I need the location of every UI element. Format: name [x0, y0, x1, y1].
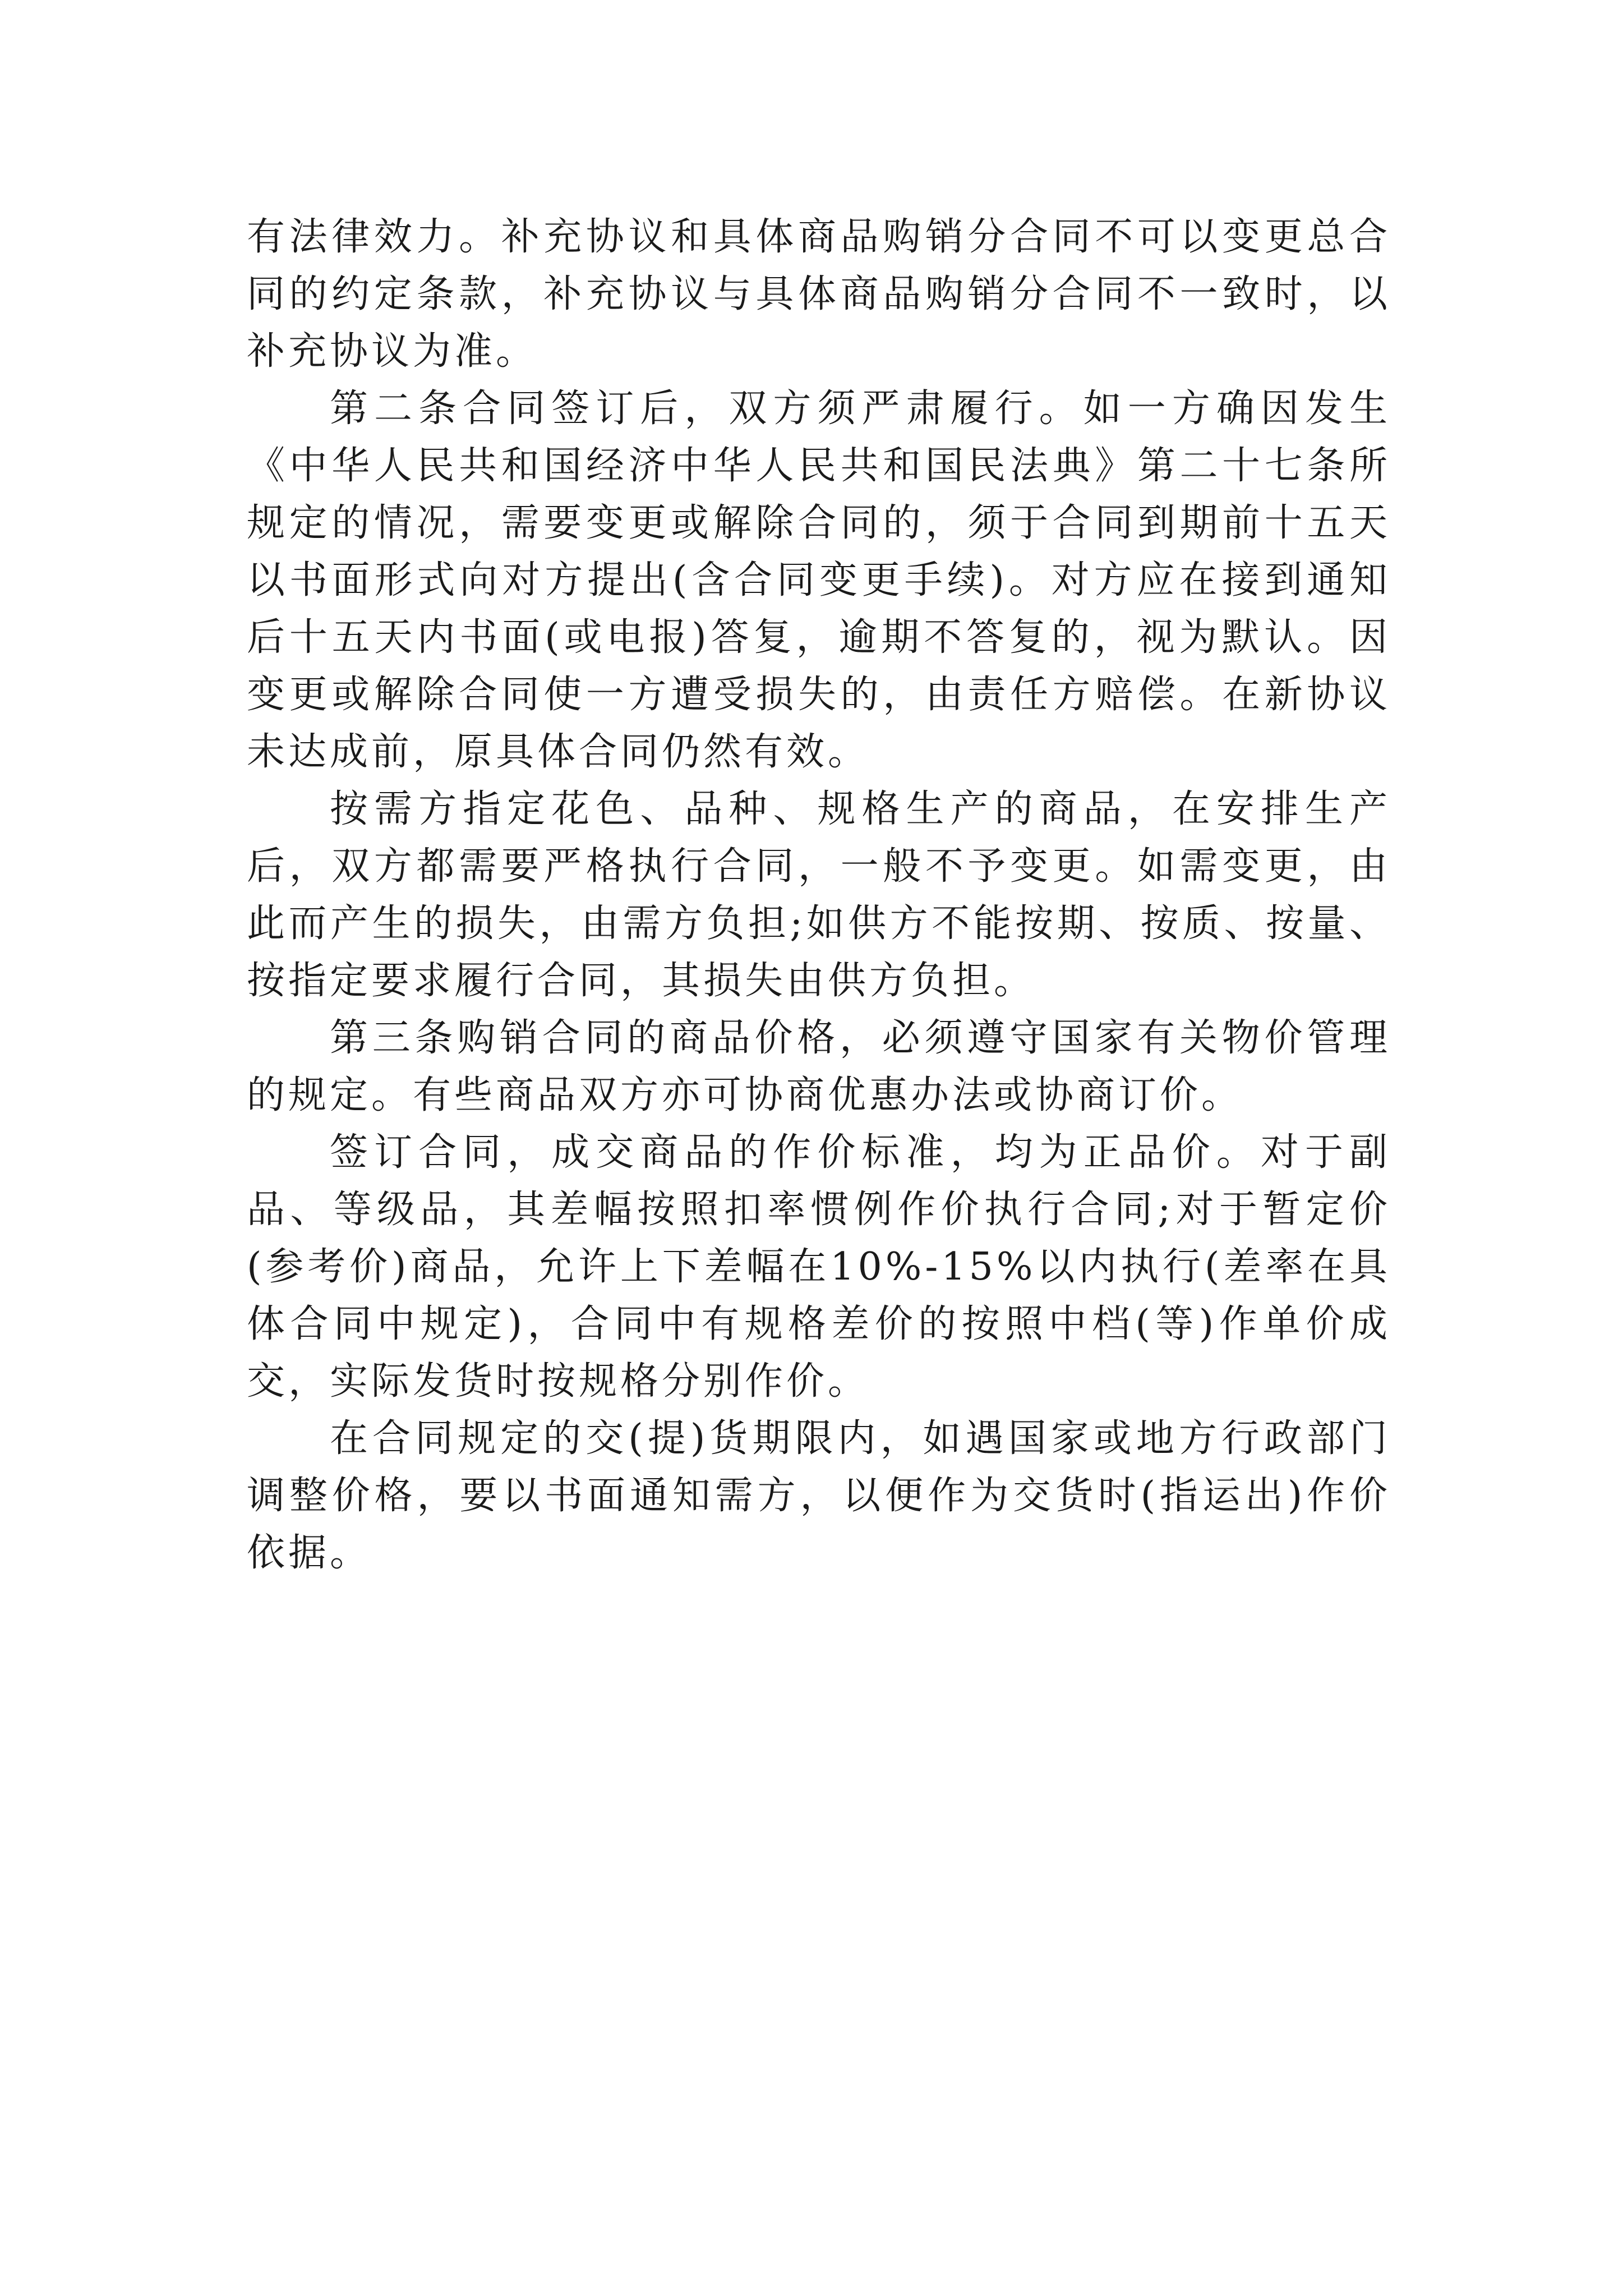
- paragraph-article-2: 第二条合同签订后，双方须严肃履行。如一方确因发生《中华人民共和国经济中华人民共和国民法典》第二十七条所规定的情况，需要变更或解除合同的，须于合同到期前十五天以书面形式向对方提出(含合同变更手续)。对方应在接到通知后十五天内书面(或电报)答复，逾期不答复的，视为默认。因变更或解除合同使一方遭受损失的，由责任方赔偿。在新协议未达成前，原具体合同仍然有效。: [247, 386, 1391, 774]
- paragraph-pricing-standard: 签订合同，成交商品的作价标准，均为正品价。对于副品、等级品，其差幅按照扣率惯例作价执行合同;对于暂定价(参考价)商品，允许上下差幅在10%-15%以内执行(差率在具体合同中规定)，合同中有规格差价的按照中档(等)作单价成交，实际发货时按规格分别作价。: [247, 1130, 1391, 1404]
- paragraph-price-adjustment: 在合同规定的交(提)货期限内，如遇国家或地方行政部门调整价格，要以书面通知需方，以便作为交货时(指运出)作价依据。: [247, 1416, 1391, 1575]
- paragraph-continuation: 有法律效力。补充协议和具体商品购销分合同不可以变更总合同的约定条款，补充协议与具体商品购销分合同不一致时，以补充协议为准。: [247, 215, 1391, 374]
- paragraph-article-3: 第三条购销合同的商品价格，必须遵守国家有关物价管理的规定。有些商品双方亦可协商优惠办法或协商订价。: [247, 1016, 1391, 1117]
- document-body: [247, 209, 1391, 1582]
- paragraph-specified-goods: 按需方指定花色、品种、规格生产的商品，在安排生产后，双方都需要严格执行合同，一般不予变更。如需变更，由此而产生的损失，由需方负担;如供方不能按期、按质、按量、按指定要求履行合同，其损失由供方负担。: [247, 787, 1391, 1003]
